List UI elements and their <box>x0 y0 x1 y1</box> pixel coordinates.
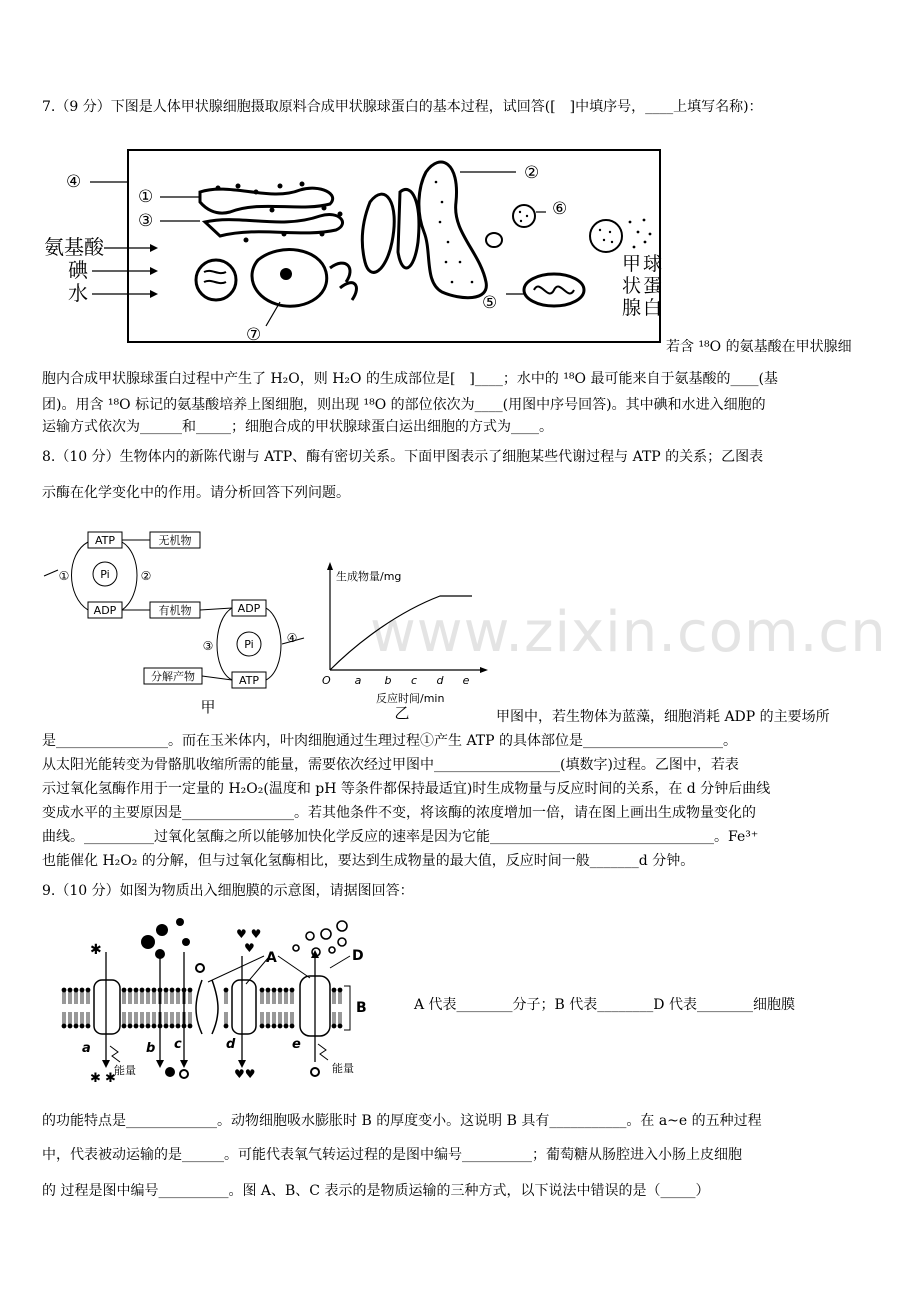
tick-c: c <box>410 674 418 687</box>
marker-2: ② <box>140 569 152 583</box>
label-5: ⑤ <box>482 293 498 313</box>
q9-line3: 中，代表被动运输的是______。可能代表氧气转运过程的是图中编号__________；葡萄糖从肠腔进入小肠上皮细胞 <box>42 1147 742 1163</box>
label-6: ⑥ <box>552 199 568 219</box>
label-4: ④ <box>66 172 82 192</box>
q8-line1: 8.（10 分）生物体内的新陈代谢与 ATP、酶有密切关系。下面甲图表示了细胞某些代谢过程与 ATP 的关系；乙图表 <box>42 449 764 465</box>
atp-cycle-figure-jia <box>42 530 312 720</box>
label-amino: 氨基酸 <box>44 235 104 259</box>
q9-after-figure: A 代表________分子；B 代表________D 代表________细胞膜 <box>414 997 795 1013</box>
q8-line5: 示过氧化氢酶作用于一定量的 H₂O₂(温度和 pH 等条件都保持最适宜)时生成物量与反应时间的关系，在 d 分钟后曲线 <box>42 781 771 797</box>
box-adp-left: ADP <box>93 604 117 617</box>
q8-line3: 是________________。而在玉米体内，叶肉细胞通过生理过程①产生 ATP 的具体部位是____________________。 <box>42 733 738 749</box>
q8-line2: 示酶在化学变化中的作用。请分析回答下列问题。 <box>42 485 350 501</box>
label-D: D <box>352 948 364 964</box>
tick-d: d <box>436 674 444 687</box>
q7-after-figure: 若含 ¹⁸O 的氨基酸在甲状腺细 <box>666 339 852 355</box>
thyroid-cell-figure <box>40 142 665 347</box>
label-d: d <box>226 1037 236 1052</box>
box-organic: 有机物 <box>158 604 192 617</box>
svg-text:♥: ♥ <box>244 941 255 955</box>
q8-after-figure: 甲图中，若生物体为蓝藻，细胞消耗 ADP 的主要场所 <box>496 709 830 725</box>
marker-4: ④ <box>286 631 298 645</box>
watermark: www.zixin.com.cn <box>370 600 887 665</box>
label-tg-4: 球 <box>643 253 663 275</box>
label-tg-6: 白 <box>643 297 663 319</box>
axis-xlabel: 反应时间/min <box>376 692 445 705</box>
box-adp-right: ADP <box>237 602 261 615</box>
tick-e: e <box>462 674 470 687</box>
label-1: ① <box>138 187 154 207</box>
q8-line4: 从太阳光能转变为骨骼肌收缩所需的能量，需要依次经过甲图中__________________(填数字)过程。乙图中，若表 <box>42 757 739 773</box>
marker-1: ① <box>58 569 70 583</box>
label-e: e <box>292 1037 301 1052</box>
marker-3: ③ <box>202 639 214 653</box>
caption-jia: 甲 <box>200 698 216 716</box>
q8-line7: 曲线。__________过氧化氢酶之所以能够加快化学反应的速率是因为它能________________________________。Fe³⁺ <box>42 829 759 845</box>
enzyme-curve-figure-yi <box>318 562 498 722</box>
caption-yi: 乙 <box>394 704 410 722</box>
q9-line2: 的功能特点是_____________。动物细胞吸水膨胀时 B 的厚度变小。这说明 B 具有___________。在 a~e 的五种过程 <box>42 1113 762 1129</box>
circle-pi-right: Pi <box>244 638 254 651</box>
q7-line2: 胞内合成甲状腺球蛋白过程中产生了 H₂O，则 H₂O 的生成部位是[ ]____；水中的 ¹⁸O 最可能来自于氨基酸的____(基 <box>42 371 778 387</box>
label-b: b <box>146 1041 156 1056</box>
label-energy-1: 能量 <box>114 1064 136 1077</box>
box-inorganic: 无机物 <box>158 534 192 547</box>
label-3: ③ <box>138 211 154 231</box>
label-iodine: 碘 <box>68 258 88 282</box>
svg-text:♥♥: ♥♥ <box>234 1067 256 1081</box>
box-atp-top: ATP <box>94 534 116 547</box>
svg-text:✱ ✱: ✱ ✱ <box>90 1071 116 1086</box>
axis-ylabel: 生成物量/mg <box>336 570 402 583</box>
curve-product <box>330 596 472 670</box>
q9-line1: 9.（10 分）如图为物质出入细胞膜的示意图，请据图回答： <box>42 883 414 899</box>
label-B: B <box>356 1000 367 1016</box>
label-a: a <box>82 1041 91 1056</box>
q8-line8: 也能催化 H₂O₂ 的分解，但与过氧化氢酶相比，要达到生成物量的最大值，反应时间一般_______d 分钟。 <box>42 853 695 869</box>
label-tg-1: 甲 <box>622 253 642 275</box>
q9-line4: 的 过程是图中编号__________。图 A、B、C 表示的是物质运输的三种方式，以下说法中错误的是（_____） <box>42 1183 710 1199</box>
label-A: A <box>266 950 277 966</box>
q8-line6: 变成水平的主要原因是________________。若其他条件不变，将该酶的浓度增加一倍，请在图上画出生成物量变化的 <box>42 805 756 821</box>
label-tg-2: 状 <box>622 275 642 297</box>
q7-line4: 运输方式依次为______和_____；细胞合成的甲状腺球蛋白运出细胞的方式为____。 <box>42 419 553 435</box>
svg-text:♥ ♥: ♥ ♥ <box>236 927 262 941</box>
circle-pi-left: Pi <box>100 568 110 581</box>
label-c: c <box>174 1037 182 1052</box>
label-7: ⑦ <box>246 325 262 345</box>
membrane-transport-figure <box>60 912 380 1090</box>
q7-line3: 团)。用含 ¹⁸O 标记的氨基酸培养上图细胞，则出现 ¹⁸O 的部位依次为____(用图中序号回答)。其中碘和水进入细胞的 <box>42 397 766 413</box>
label-tg-3: 腺 <box>622 297 642 319</box>
box-decomp: 分解产物 <box>151 670 195 683</box>
q7-line1: 7.（9 分）下图是人体甲状腺细胞摄取原料合成甲状腺球蛋白的基本过程，试回答([ ]中填序号，____上填写名称)： <box>42 99 763 115</box>
label-tg-5: 蛋 <box>643 275 663 297</box>
label-energy-2: 能量 <box>332 1062 354 1075</box>
axis-origin: O <box>322 674 331 687</box>
box-atp-bottom: ATP <box>238 674 260 687</box>
svg-text:✱: ✱ <box>90 942 102 958</box>
tick-b: b <box>384 674 392 687</box>
tick-a: a <box>354 674 362 687</box>
label-2: ② <box>524 163 540 183</box>
label-water: 水 <box>68 281 88 305</box>
